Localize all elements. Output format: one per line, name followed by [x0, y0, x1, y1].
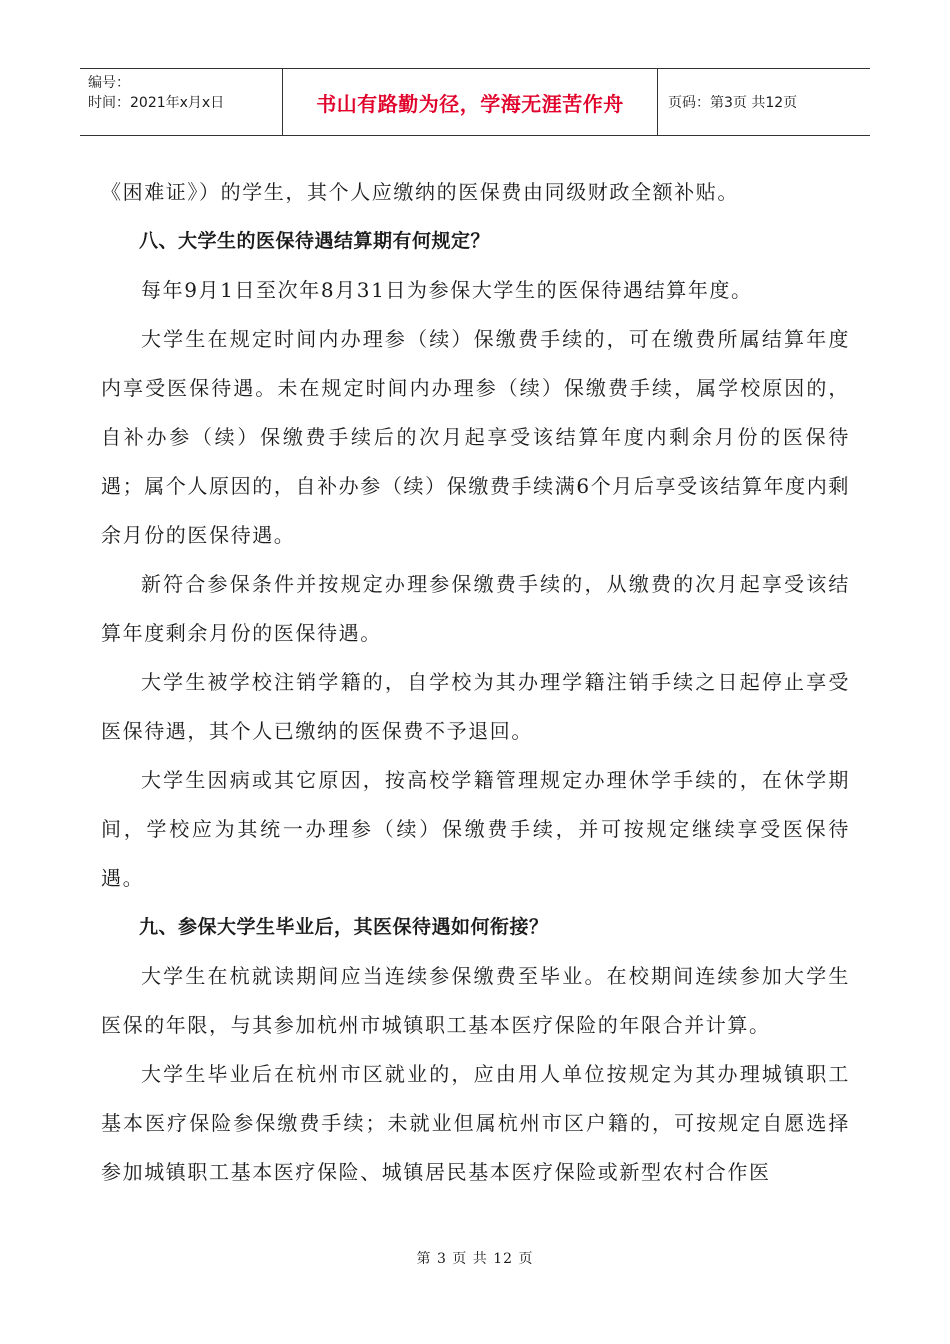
body-paragraph: 大学生毕业后在杭州市区就业的，应由用人单位按规定为其办理城镇职工基本医疗保险参保缴费手续；未就业但属杭州市区户籍的，可按规定自愿选择参加城镇职工基本医疗保险、城镇居民基本医疗保险或新型农村合作医	[101, 1062, 850, 1184]
header-info	[80, 69, 283, 135]
document-body	[101, 168, 850, 1197]
section-heading: 九、参保大学生毕业后，其医保待遇如何衔接？	[139, 916, 549, 938]
page-footer: 第 3 页 共 12 页	[416, 1251, 534, 1267]
body-paragraph: 大学生在规定时间内办理参（续）保缴费手续的，可在缴费所属结算年度内享受医保待遇。未在规定时间内办理参（续）保缴费手续，属学校原因的，自补办参（续）保缴费手续后的次月起享受该结算年度内剩余月份的医保待遇；属个人原因的，自补办参（续）保缴费手续满6个月后享受该结算年度内剩余月份的医保待遇。	[101, 327, 850, 547]
body-paragraph: 新符合参保条件并按规定办理参保缴费手续的，从缴费的次月起享受该结算年度剩余月份的医保待遇。	[101, 572, 850, 645]
page-header	[80, 68, 870, 136]
body-paragraph: 《困难证》）的学生，其个人应缴纳的医保费由同级财政全额补贴。	[101, 180, 739, 204]
header-motto: 书山有路勤为径，学海无涯苦作舟	[283, 69, 658, 135]
header-page-number: 页码：第3页 共12页	[668, 95, 798, 111]
body-paragraph: 大学生在杭就读期间应当连续参保缴费至毕业。在校期间连续参加大学生医保的年限，与其参加杭州市城镇职工基本医疗保险的年限合并计算。	[101, 964, 850, 1037]
serial-label: 编号：	[88, 75, 130, 91]
section-heading: 八、大学生的医保待遇结算期有何规定？	[139, 230, 491, 252]
body-paragraph: 每年9月1日至次年8月31日为参保大学生的医保待遇结算年度。	[141, 278, 753, 302]
body-paragraph: 大学生被学校注销学籍的，自学校为其办理学籍注销手续之日起停止享受医保待遇，其个人已缴纳的医保费不予退回。	[101, 670, 850, 743]
body-paragraph: 大学生因病或其它原因，按高校学籍管理规定办理休学手续的，在休学期间，学校应为其统一办理参（续）保缴费手续，并可按规定继续享受医保待遇。	[101, 768, 850, 890]
date-label: 时间：2021年x月x日	[88, 95, 225, 111]
